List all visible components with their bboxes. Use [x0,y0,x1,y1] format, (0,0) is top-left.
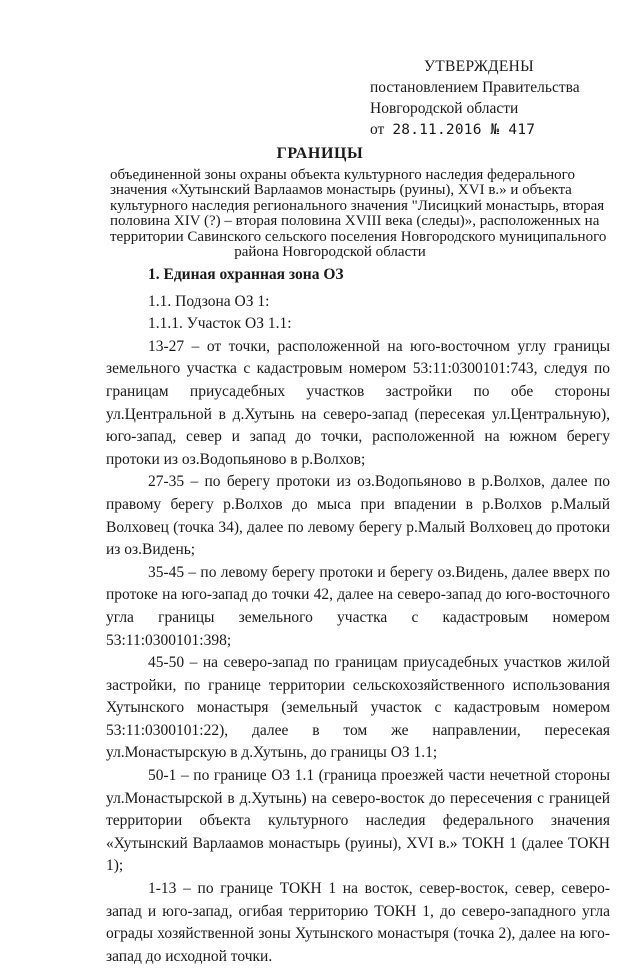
section-heading: 1. Единая охранная зона ОЗ [148,266,344,283]
boundary-paragraph: 45-50 – на северо-запад по границам приусадебных участков жилой застройки, по границе территории сельскохозяйственного использования Хутынского монастыря (земельный участок с кадастровым номером 53:11:0300101:22), далее в том же направлении, пересекая ул.Монастырскую в д.Хутынь, до границы ОЗ 1.1; [106,654,610,762]
document-subtitle [110,167,607,261]
approval-heading: УТВЕРЖДЕНЫ [424,58,534,75]
subtitle-line: культурного наследия регионального значения "Лисицкий монастырь, вторая [110,197,605,214]
approval-date-line [370,119,620,141]
subtitle-line: половина XIV (?) – вторая половина XVIII века (следы)», расположенных на [110,213,600,230]
document-body [106,264,610,968]
boundary-paragraph: 27-35 – по берегу протоки из оз.Водопьяново в р.Волхов, далее по правому берегу р.Волхов до мыса при впадении в р.Волхов р.Малый Волховец (точка 34), далее по левому берегу р.Малый Волховец до протоки из оз.Видень; [106,473,610,559]
subtitle-line: объединенной зоны охраны объекта культурного наследия федерального [110,167,575,183]
boundary-paragraph: 50-1 – по границе ОЗ 1.1 (граница проезжей части нечетной стороны ул.Монастырской в д.Хутынь) на северо-восток до пересечения с границей территории объекта культурного наследия федерального значения «Хутынский Варлаамов монастырь (руины), XVI в.» ТОКН 1 (далее ТОКН 1); [106,767,610,875]
document-title: ГРАНИЦЫ [276,145,364,162]
boundary-paragraph: 13-27 – от точки, расположенной на юго-восточном углу границы земельного участка с кадастровым номером 53:11:0300101:743, следуя по границам приусадебных участков застройки по обе стороны ул.Центральной в д.Хутынь на северо-запад (пересекая ул.Центральную), юго-запад, север и запад до точки, расположенной на южном берегу протоки из оз.Водопьяново в р.Волхов; [106,337,610,468]
subzone-label: 1.1. Подзона ОЗ 1: [148,292,270,310]
plot-label: 1.1.1. Участок ОЗ 1.1: [148,315,292,333]
subtitle-line: территории Савинского сельского поселения Новгородского муниципального [110,228,607,245]
approval-date-prefix: от [370,121,385,138]
approval-line-2: Новгородской области [370,100,519,117]
boundary-paragraph: 35-45 – по левому берегу протоки и берегу оз.Видень, далее вверх по протоке на юго-запад до точки 42, далее на северо-запад до юго-восточного угла границы земельного участка с кадастровым номером 53:11:0300101:398; [106,563,610,649]
approval-line-1: постановлением Правительства [370,79,580,96]
boundary-paragraph: 1-13 – по границе ТОКН 1 на восток, север-восток, север, северо-запад и юго-запад, огибая территорию ТОКН 1, до северо-западного угла ограды хозяйственной зоны Хутынского монастыря (точка 2), далее на юго-запад до исходной точки. [106,880,610,965]
approval-block [370,56,620,141]
subtitle-line: района Новгородской области [234,244,426,261]
approval-date-number: 28.11.2016 № 417 [392,122,536,138]
subtitle-line: значения «Хутынский Варлаамов монастырь (руины), XVI в.» и объекта [110,182,572,199]
